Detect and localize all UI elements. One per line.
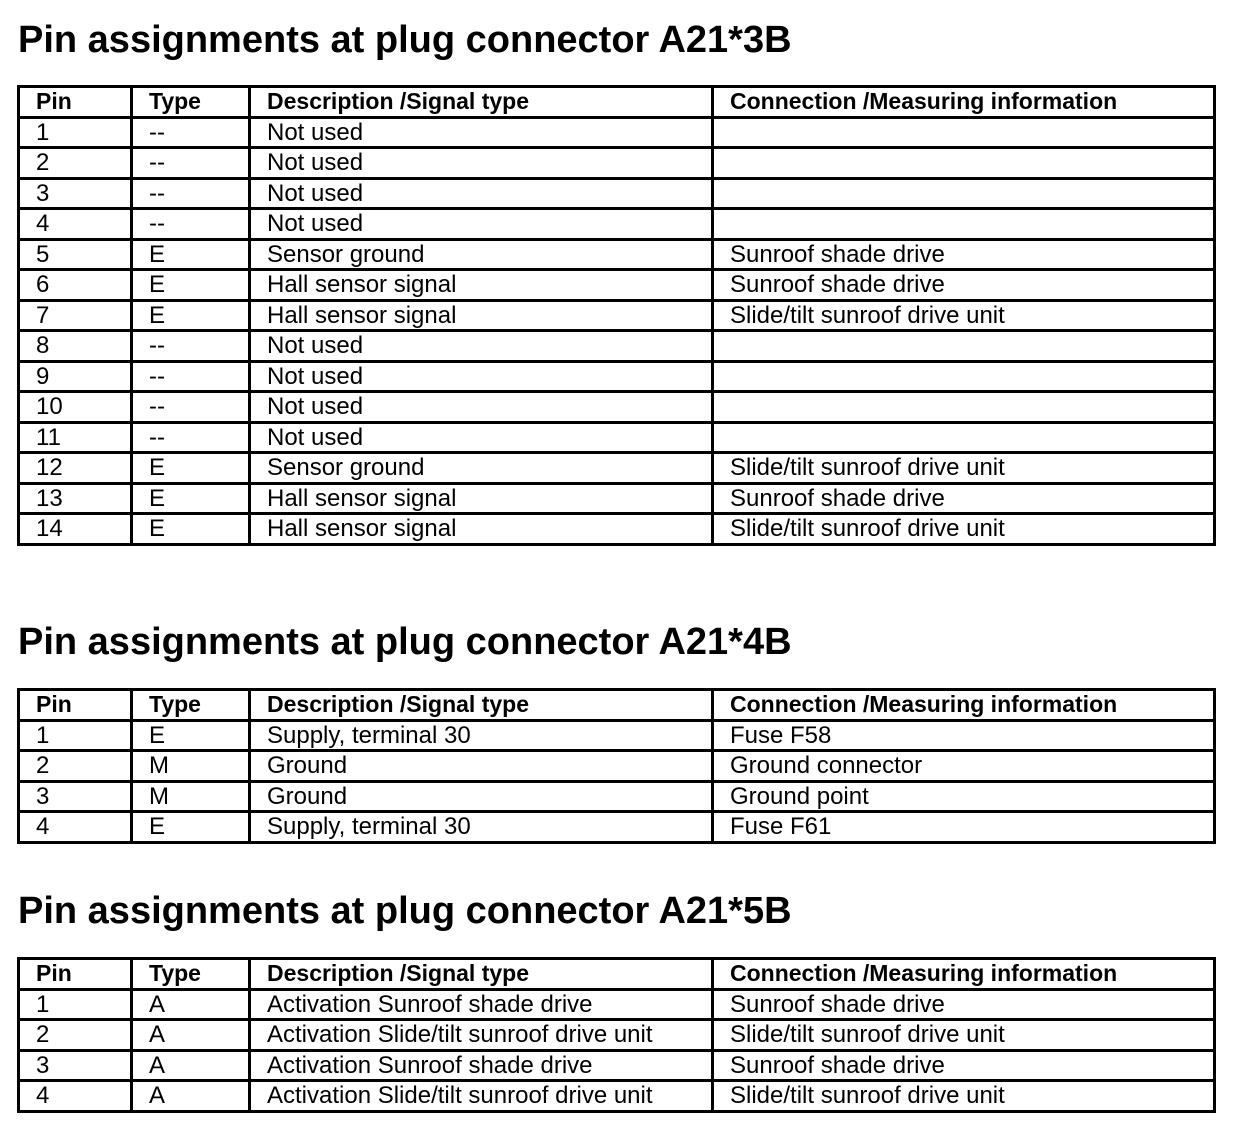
table-row: [19, 178, 1215, 209]
cell-type: E: [132, 483, 250, 514]
table-row: [19, 270, 1215, 301]
cell-type: --: [132, 361, 250, 392]
cell-description: Hall sensor signal: [250, 300, 713, 331]
cell-type: E: [132, 239, 250, 270]
cell-connection: Sunroof shade drive: [713, 1050, 1215, 1081]
table-header-row: [19, 87, 1215, 118]
header-pin: Pin: [19, 87, 132, 118]
cell-type: M: [132, 781, 250, 812]
table-row: [19, 514, 1215, 545]
cell-description: Hall sensor signal: [250, 270, 713, 301]
section-title-a21-5b: Pin assignments at plug connector A21*5B: [18, 890, 792, 932]
table-row: [19, 1020, 1215, 1051]
cell-pin: 1: [19, 989, 132, 1020]
cell-connection: Sunroof shade drive: [713, 483, 1215, 514]
cell-description: Activation Slide/tilt sunroof drive unit: [250, 1081, 713, 1112]
cell-description: Sensor ground: [250, 453, 713, 484]
cell-pin: 13: [19, 483, 132, 514]
cell-pin: 5: [19, 239, 132, 270]
header-description: Description /Signal type: [250, 690, 713, 721]
header-description: Description /Signal type: [250, 87, 713, 118]
section-title-a21-3b: Pin assignments at plug connector A21*3B: [18, 19, 792, 61]
cell-connection: Slide/tilt sunroof drive unit: [713, 514, 1215, 545]
cell-description: Not used: [250, 392, 713, 423]
table-header-row: [19, 959, 1215, 990]
table-row: [19, 1081, 1215, 1112]
cell-description: Activation Sunroof shade drive: [250, 989, 713, 1020]
cell-pin: 9: [19, 361, 132, 392]
cell-pin: 3: [19, 1050, 132, 1081]
cell-pin: 6: [19, 270, 132, 301]
section-title-a21-4b: Pin assignments at plug connector A21*4B: [18, 621, 792, 663]
cell-pin: 4: [19, 209, 132, 240]
cell-type: --: [132, 148, 250, 179]
table-row: [19, 1050, 1215, 1081]
cell-type: --: [132, 331, 250, 362]
table-row: [19, 422, 1215, 453]
cell-connection: Sunroof shade drive: [713, 270, 1215, 301]
pin-table-a21-3b: [17, 85, 1216, 546]
cell-connection: Slide/tilt sunroof drive unit: [713, 1020, 1215, 1051]
header-pin: Pin: [19, 959, 132, 990]
cell-type: A: [132, 1020, 250, 1051]
cell-description: Not used: [250, 117, 713, 148]
cell-pin: 2: [19, 148, 132, 179]
cell-connection: Ground point: [713, 781, 1215, 812]
cell-pin: 1: [19, 117, 132, 148]
cell-description: Not used: [250, 361, 713, 392]
cell-connection: [713, 117, 1215, 148]
table-row: [19, 209, 1215, 240]
cell-type: --: [132, 178, 250, 209]
cell-type: A: [132, 1050, 250, 1081]
cell-type: E: [132, 300, 250, 331]
cell-connection: Fuse F58: [713, 720, 1215, 751]
cell-description: Supply, terminal 30: [250, 812, 713, 843]
header-connection: Connection /Measuring information: [713, 959, 1215, 990]
cell-connection: [713, 422, 1215, 453]
cell-connection: Slide/tilt sunroof drive unit: [713, 300, 1215, 331]
cell-pin: 1: [19, 720, 132, 751]
cell-pin: 11: [19, 422, 132, 453]
cell-pin: 7: [19, 300, 132, 331]
cell-connection: Sunroof shade drive: [713, 989, 1215, 1020]
table-row: [19, 392, 1215, 423]
cell-description: Activation Slide/tilt sunroof drive unit: [250, 1020, 713, 1051]
cell-connection: [713, 361, 1215, 392]
cell-type: --: [132, 117, 250, 148]
cell-connection: Ground connector: [713, 751, 1215, 782]
cell-type: A: [132, 989, 250, 1020]
table-row: [19, 720, 1215, 751]
cell-description: Activation Sunroof shade drive: [250, 1050, 713, 1081]
cell-connection: Sunroof shade drive: [713, 239, 1215, 270]
cell-type: --: [132, 392, 250, 423]
cell-pin: 12: [19, 453, 132, 484]
header-description: Description /Signal type: [250, 959, 713, 990]
cell-description: Ground: [250, 751, 713, 782]
cell-connection: [713, 148, 1215, 179]
table-row: [19, 117, 1215, 148]
cell-connection: [713, 331, 1215, 362]
cell-description: Supply, terminal 30: [250, 720, 713, 751]
table-row: [19, 781, 1215, 812]
cell-description: Ground: [250, 781, 713, 812]
cell-type: E: [132, 514, 250, 545]
table-row: [19, 300, 1215, 331]
table-row: [19, 148, 1215, 179]
cell-pin: 4: [19, 812, 132, 843]
cell-type: E: [132, 453, 250, 484]
table-row: [19, 361, 1215, 392]
cell-description: Not used: [250, 178, 713, 209]
table-row: [19, 989, 1215, 1020]
cell-pin: 8: [19, 331, 132, 362]
cell-description: Not used: [250, 148, 713, 179]
table-row: [19, 453, 1215, 484]
cell-type: E: [132, 720, 250, 751]
cell-pin: 3: [19, 781, 132, 812]
cell-description: Not used: [250, 209, 713, 240]
cell-connection: [713, 209, 1215, 240]
pin-table-a21-4b: [17, 688, 1216, 844]
table-row: [19, 812, 1215, 843]
header-type: Type: [132, 87, 250, 118]
table-row: [19, 751, 1215, 782]
table-row: [19, 483, 1215, 514]
header-type: Type: [132, 690, 250, 721]
cell-pin: 3: [19, 178, 132, 209]
cell-pin: 4: [19, 1081, 132, 1112]
header-pin: Pin: [19, 690, 132, 721]
cell-type: --: [132, 209, 250, 240]
header-connection: Connection /Measuring information: [713, 87, 1215, 118]
cell-type: M: [132, 751, 250, 782]
cell-description: Hall sensor signal: [250, 483, 713, 514]
cell-description: Not used: [250, 331, 713, 362]
cell-type: A: [132, 1081, 250, 1112]
cell-pin: 14: [19, 514, 132, 545]
table-header-row: [19, 690, 1215, 721]
table-row: [19, 239, 1215, 270]
cell-connection: Fuse F61: [713, 812, 1215, 843]
header-connection: Connection /Measuring information: [713, 690, 1215, 721]
header-type: Type: [132, 959, 250, 990]
cell-description: Not used: [250, 422, 713, 453]
pin-table-a21-5b: [17, 957, 1216, 1113]
cell-connection: Slide/tilt sunroof drive unit: [713, 453, 1215, 484]
cell-connection: [713, 178, 1215, 209]
cell-type: --: [132, 422, 250, 453]
cell-connection: [713, 392, 1215, 423]
cell-type: E: [132, 270, 250, 301]
cell-type: E: [132, 812, 250, 843]
table-row: [19, 331, 1215, 362]
cell-description: Hall sensor signal: [250, 514, 713, 545]
cell-connection: Slide/tilt sunroof drive unit: [713, 1081, 1215, 1112]
cell-pin: 10: [19, 392, 132, 423]
cell-description: Sensor ground: [250, 239, 713, 270]
cell-pin: 2: [19, 1020, 132, 1051]
cell-pin: 2: [19, 751, 132, 782]
